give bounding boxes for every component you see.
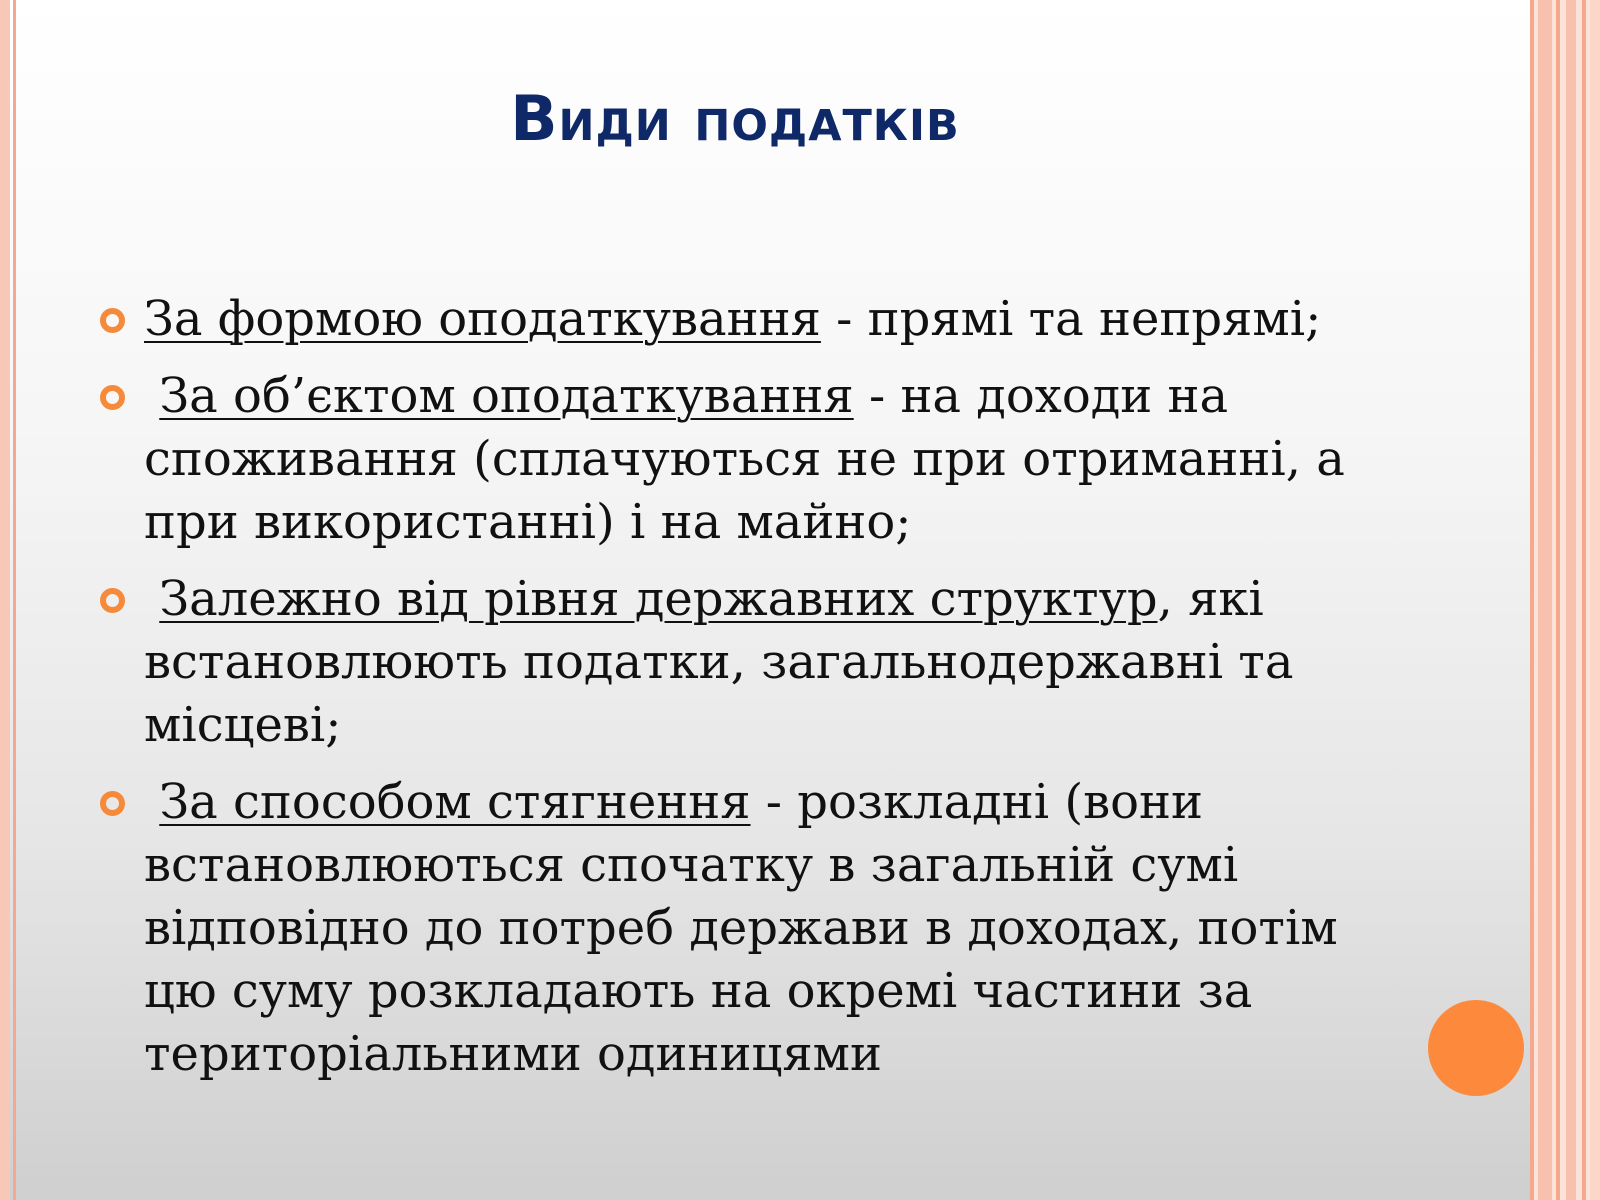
right-stripe <box>1566 0 1576 1200</box>
item-description: - прямі та непрямі; <box>820 291 1322 347</box>
item-category: За об’єктом оподаткування <box>159 368 854 424</box>
item-category: За способом стягнення <box>159 774 751 830</box>
item-lead <box>144 368 159 424</box>
right-stripe <box>1538 0 1552 1200</box>
list-item <box>100 568 1400 757</box>
orange-ring-bullet-icon <box>100 308 125 333</box>
orange-ring-bullet-icon <box>100 588 125 613</box>
item-lead <box>144 774 159 830</box>
item-category: Залежно від рівня державних структур <box>159 571 1158 627</box>
right-stripe <box>1590 0 1600 1200</box>
right-stripe <box>1582 0 1586 1200</box>
bullet-list <box>100 288 1400 1100</box>
orange-ring-bullet-icon <box>100 385 125 410</box>
list-item <box>100 288 1400 351</box>
right-stripe <box>1556 0 1560 1200</box>
list-item <box>100 365 1400 554</box>
right-stripe <box>1530 0 1534 1200</box>
list-item <box>100 771 1400 1086</box>
orange-circle-icon <box>1428 1000 1524 1096</box>
item-description: - розкладні (вони встановлюються спочатку в загальній сумі відповідно до потреб держави в доходах, потім цю суму розкладають на окремі частини за територіальними одиницями <box>144 774 1338 1082</box>
left-border-inner <box>13 0 16 1200</box>
left-border-outer <box>0 0 10 1200</box>
item-lead <box>144 571 159 627</box>
orange-ring-bullet-icon <box>100 791 125 816</box>
slide-title: Види податків <box>510 82 960 155</box>
item-category: За формою оподаткування <box>144 291 821 347</box>
item-description: - на доходи на споживання (сплачуються не при отриманні, а при використанні) і на майно; <box>144 368 1345 550</box>
item-description: , які встановлюють податки, загальнодержавні та місцеві; <box>144 571 1294 753</box>
